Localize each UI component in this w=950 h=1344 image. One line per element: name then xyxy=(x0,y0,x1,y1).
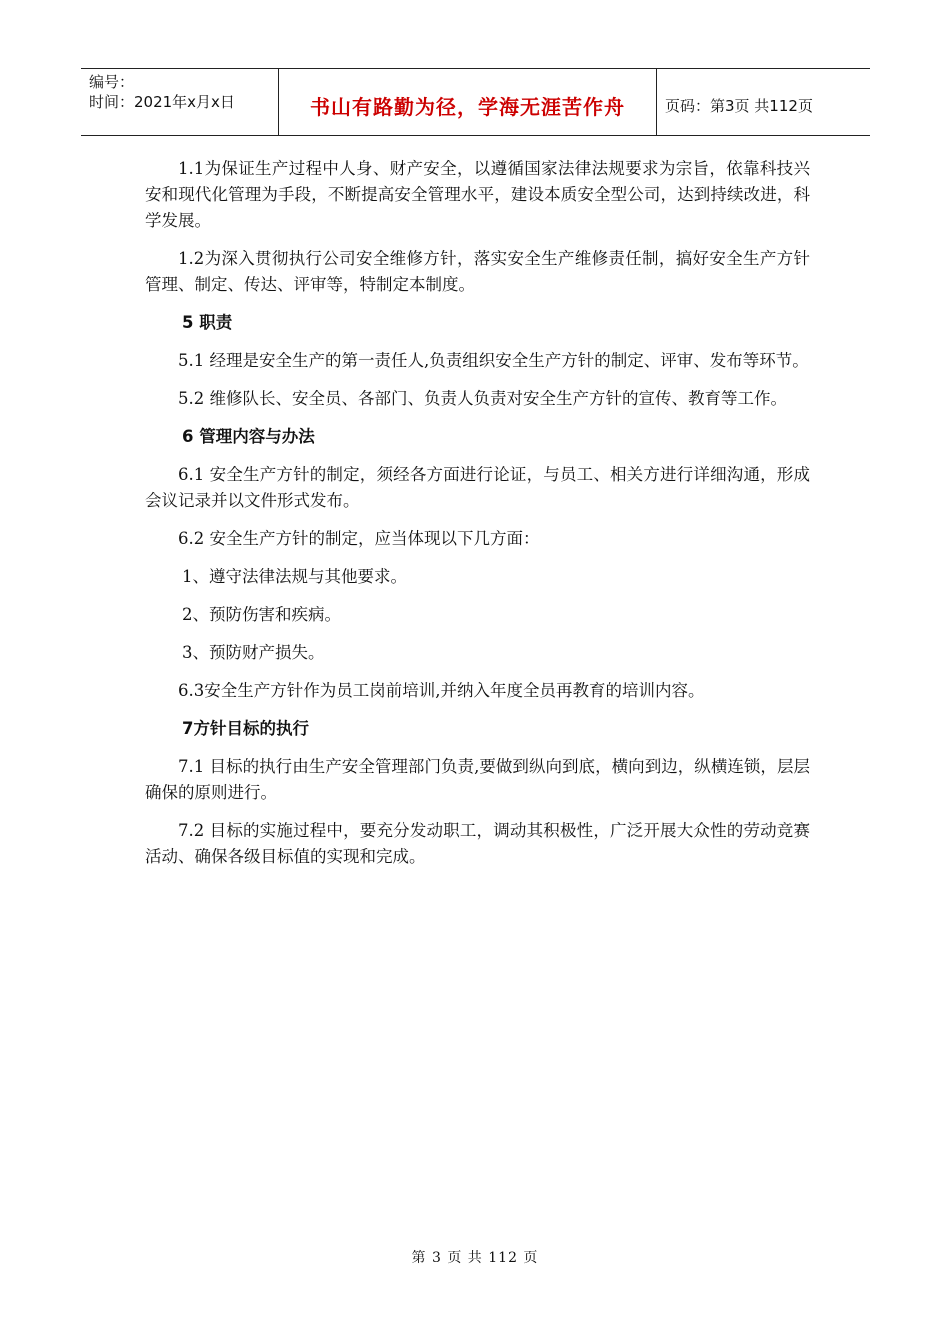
list-item-1: 1、遵守法律法规与其他要求。 xyxy=(182,567,407,586)
paragraph-5-2: 5.2 维修队长、安全员、各部门、负责人负责对安全生产方针的宣传、教育等工作。 xyxy=(178,389,787,408)
header-motto: 书山有路勤为径，学海无涯苦作舟 xyxy=(310,94,625,119)
list-item-3: 3、预防财产损失。 xyxy=(182,643,325,662)
paragraph-7-2: 7.2 目标的实施过程中，要充分发动职工，调动其积极性，广泛开展大众性的劳动竞赛活动、确保各级目标值的实现和完成。 xyxy=(145,821,810,866)
page-footer: 第 3 页 共 112 页 xyxy=(411,1250,539,1266)
paragraph-1-2: 1.2为深入贯彻执行公司安全维修方针，落实安全生产维修责任制，搞好安全生产方针管理、制定、传达、评审等，特制定本制度。 xyxy=(145,249,810,294)
list-item-2: 2、预防伤害和疾病。 xyxy=(182,605,341,624)
paragraph-6-3: 6.3安全生产方针作为员工岗前培训,并纳入年度全员再教育的培训内容。 xyxy=(178,681,705,700)
page-header xyxy=(81,68,870,136)
paragraph-6-2: 6.2 安全生产方针的制定，应当体现以下几方面： xyxy=(178,529,540,548)
section-heading-5: 5 职责 xyxy=(182,313,233,332)
document-date: 时间：2021年x月x日 xyxy=(89,93,235,111)
section-heading-6: 6 管理内容与办法 xyxy=(182,427,315,446)
header-page-info: 页码：第3页 共112页 xyxy=(665,96,813,115)
header-meta-cell xyxy=(81,69,279,135)
document-number-label: 编号： xyxy=(89,73,135,91)
document-body xyxy=(145,156,810,882)
header-page-cell xyxy=(657,69,870,135)
paragraph-5-1: 5.1 经理是安全生产的第一责任人,负责组织安全生产方针的制定、评审、发布等环节。 xyxy=(178,351,809,370)
paragraph-6-1: 6.1 安全生产方针的制定，须经各方面进行论证，与员工、相关方进行详细沟通，形成会议记录并以文件形式发布。 xyxy=(145,465,810,510)
header-motto-cell xyxy=(279,69,657,135)
section-heading-7: 7方针目标的执行 xyxy=(182,719,309,738)
paragraph-1-1: 1.1为保证生产过程中人身、财产安全，以遵循国家法律法规要求为宗旨，依靠科技兴安和现代化管理为手段，不断提高安全管理水平，建设本质安全型公司，达到持续改进，科学发展。 xyxy=(145,159,810,230)
paragraph-7-1: 7.1 目标的执行由生产安全管理部门负责,要做到纵向到底，横向到边，纵横连锁，层层确保的原则进行。 xyxy=(145,757,810,802)
